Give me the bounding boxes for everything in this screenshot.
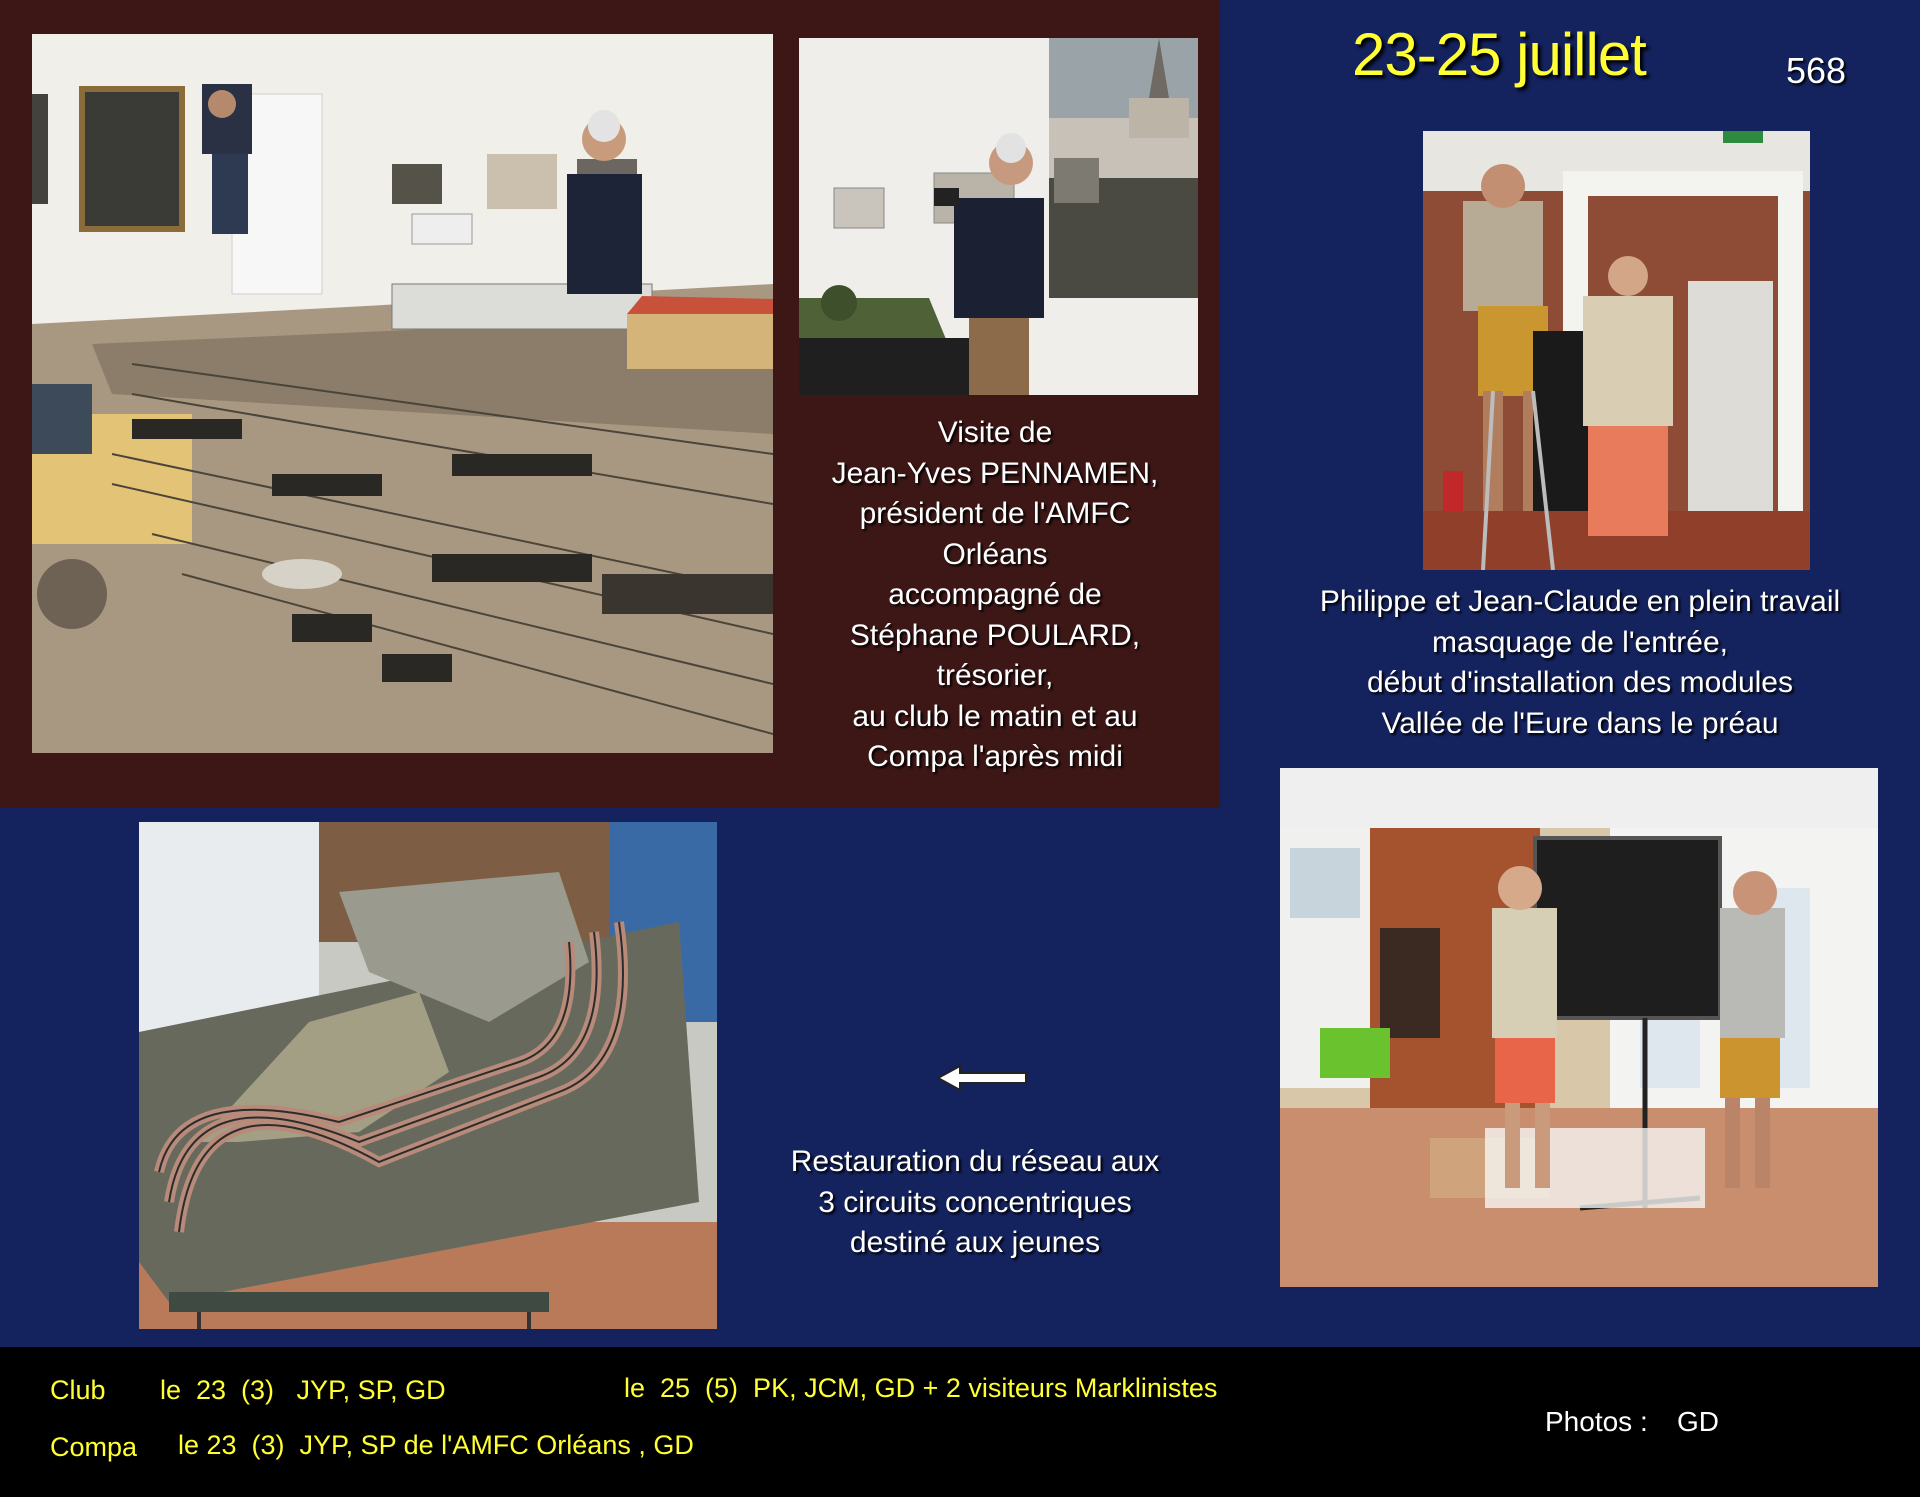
caption-line: Restauration du réseau aux (790, 1145, 1160, 1178)
caption-line: Philippe et Jean-Claude en plein travail (1319, 585, 1841, 618)
footer-compa-label: Compa (50, 1432, 138, 1462)
footer-photos-credit: GD (1677, 1406, 1719, 1437)
caption-line: 3 circuits concentriques (818, 1185, 1132, 1219)
footer-club-day1: le 23 (3) JYP, SP, GD (160, 1375, 446, 1405)
caption-line: Compa l'après midi (867, 740, 1123, 773)
caption-line: masquage de l'entrée, (1432, 625, 1728, 659)
caption-visit (780, 413, 1210, 778)
caption-line: Stéphane POULARD, (849, 618, 1141, 652)
caption-work (1240, 582, 1920, 744)
page-number: 568 (1786, 50, 1847, 91)
caption-line: Visite de (937, 416, 1053, 449)
caption-line: trésorier, (936, 659, 1054, 692)
caption-line: Jean-Yves PENNAMEN, (831, 456, 1159, 490)
caption-restoration (740, 1142, 1210, 1264)
photo-exhibit-visitor (799, 38, 1198, 395)
footer-compa-day1: le 23 (3) JYP, SP de l'AMFC Orléans , GD (178, 1430, 694, 1460)
footer-club-label: Club (50, 1375, 106, 1405)
photo-railway-layout (32, 34, 773, 753)
caption-line: au club le matin et au (852, 699, 1138, 733)
caption-line: Vallée de l'Eure dans le préau (1381, 706, 1779, 740)
photo-module-installation (1280, 768, 1878, 1287)
footer-club-day2: le 25 (5) PK, JCM, GD + 2 visiteurs Marklinistes (624, 1373, 1218, 1403)
caption-line: président de l'AMFC (859, 497, 1131, 530)
caption-line: Orléans (942, 537, 1048, 571)
caption-line: accompagné de (888, 578, 1102, 611)
caption-line: destiné aux jeunes (849, 1226, 1101, 1259)
photo-masking-entrance (1423, 131, 1810, 570)
photo-circuit-restoration (139, 822, 717, 1329)
date-title: 23-25 juillet (1352, 21, 1646, 88)
caption-line: début d'installation des modules (1366, 666, 1793, 699)
footer-photos-label: Photos : (1545, 1406, 1648, 1437)
left-arrow-icon (938, 1063, 1028, 1093)
